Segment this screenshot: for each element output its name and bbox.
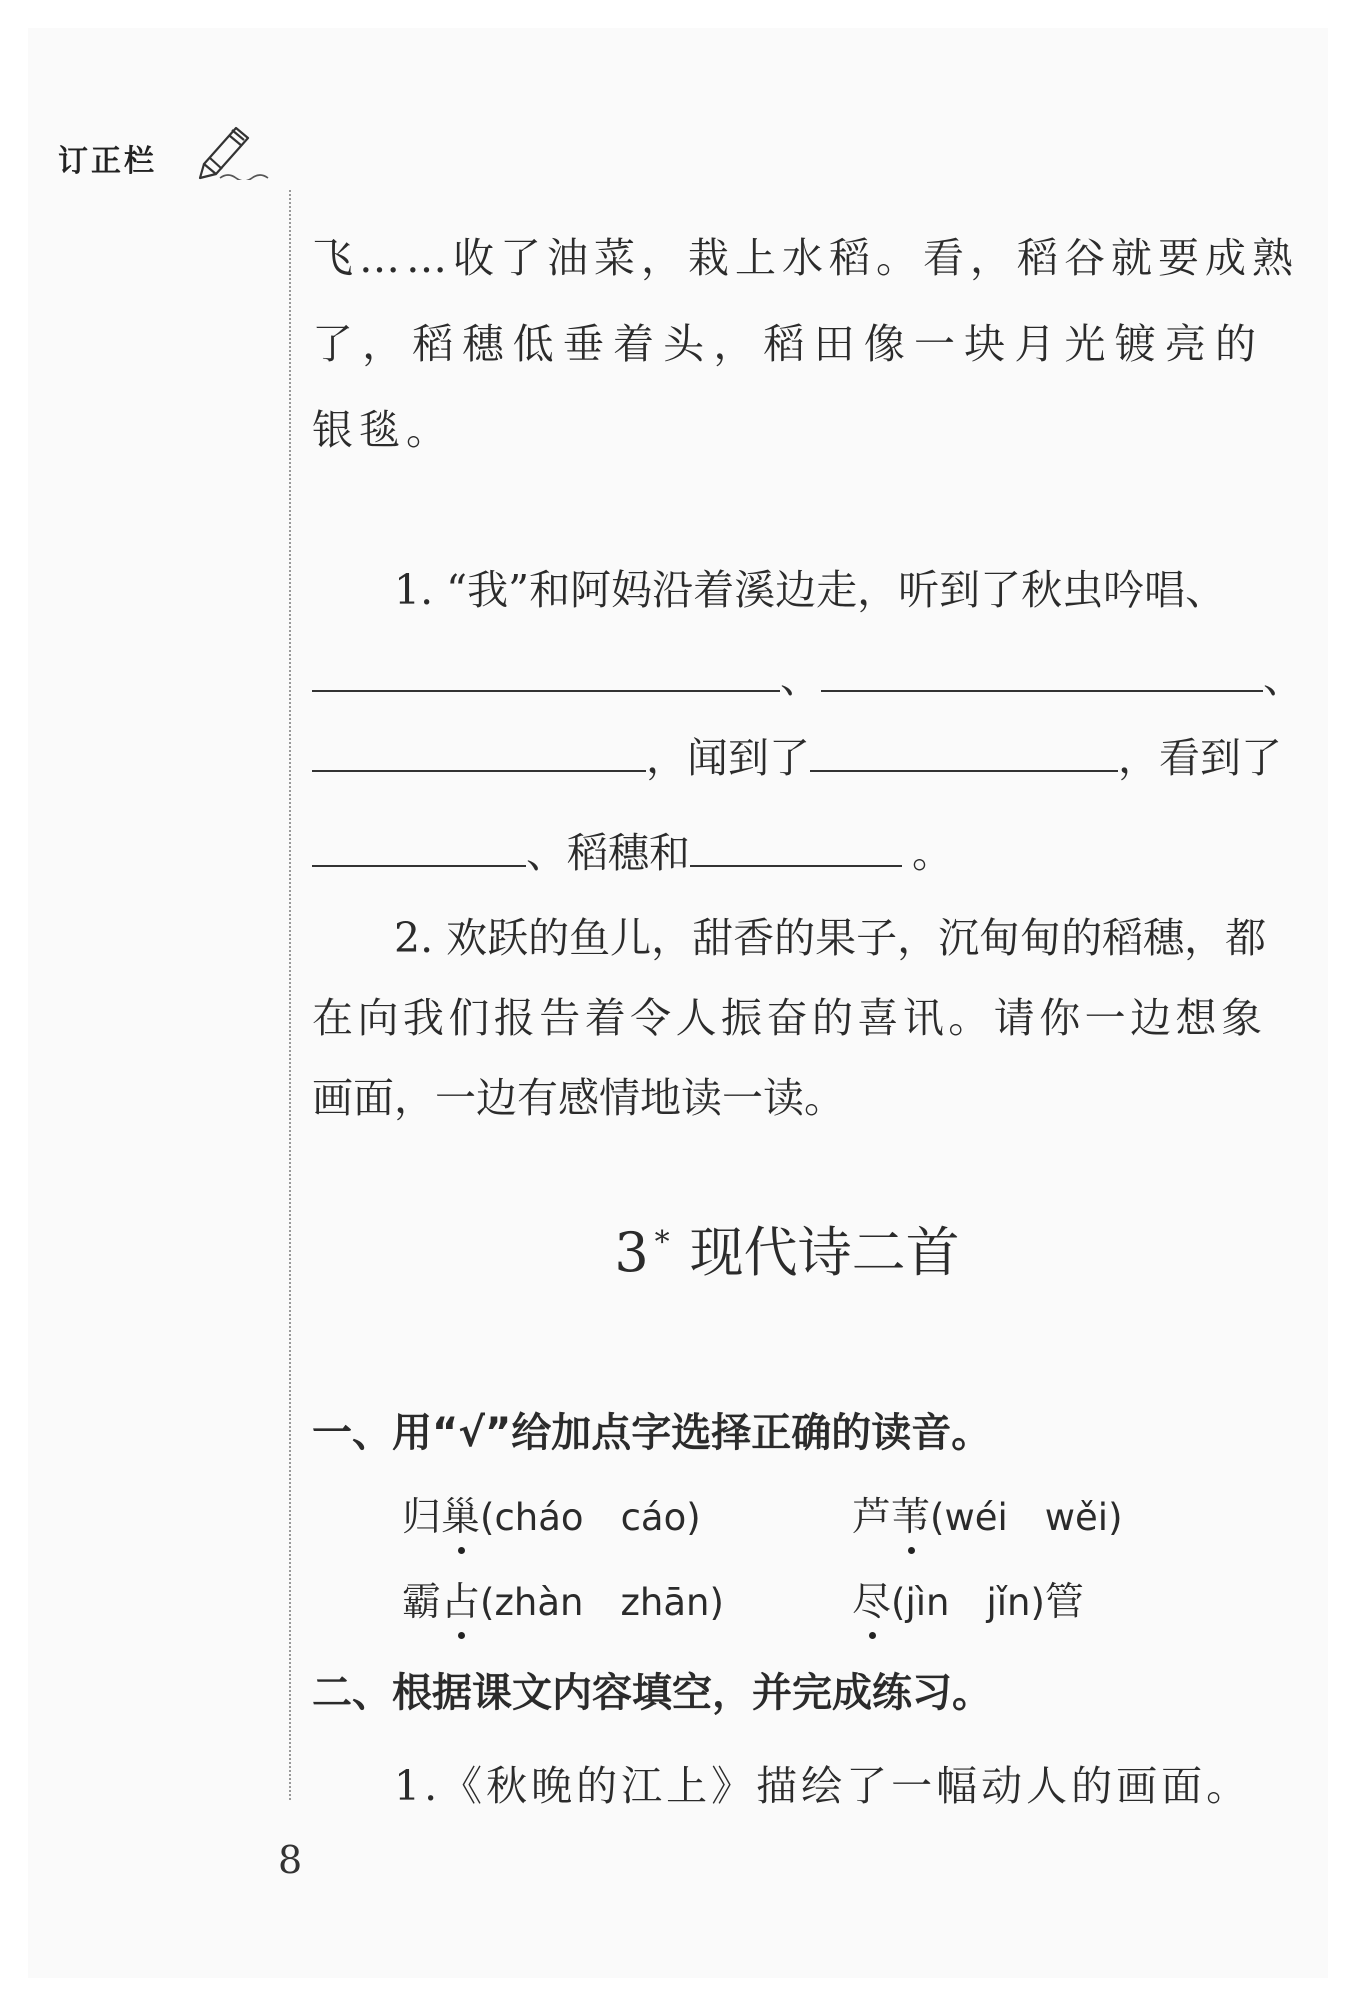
- margin-divider: [289, 190, 291, 1800]
- question-2-line-1: 2. 欢跃的鱼儿，甜香的果子，沉甸甸的稻穗，都: [394, 914, 1267, 962]
- correction-column-label: 订正栏: [58, 144, 157, 179]
- question-1-row-3: [312, 823, 1262, 883]
- pinyin-item-jin-guan: 尽(jìn jǐn)管: [852, 1573, 1084, 1633]
- lesson-name: 现代诗二首: [689, 1221, 960, 1284]
- separator: 、: [780, 654, 821, 702]
- passage-line-3: 银毯。: [312, 406, 453, 454]
- answer-blank-3[interactable]: [312, 732, 646, 772]
- pencil-icon: [192, 120, 282, 180]
- section-2-question-1: 1.《秋晚的江上》描绘了一幅动人的画面。: [394, 1762, 1252, 1810]
- pinyin-item-ba-zhan: 霸占(zhàn zhān): [402, 1573, 724, 1633]
- pinyin-options[interactable]: (jìn jǐn): [891, 1581, 1045, 1624]
- question-1-row-1: [312, 648, 1304, 708]
- answer-blank-5[interactable]: [312, 827, 526, 867]
- and-label: 、稻穗和: [526, 829, 690, 877]
- question-2-line-2: 在向我们报告着令人振奋的喜讯。请你一边想象: [312, 994, 1262, 1042]
- period: 。: [912, 829, 953, 877]
- heard-label: ，闻到了: [646, 734, 810, 782]
- optional-lesson-mark: *: [654, 1225, 670, 1260]
- passage-line-1: 飞……收了油菜，栽上水稻。看，稻谷就要成熟: [312, 234, 1299, 282]
- pinyin-options[interactable]: (wéi wěi): [930, 1496, 1123, 1539]
- pinyin-options[interactable]: (cháo cáo): [480, 1496, 701, 1539]
- page-number: 8: [278, 1838, 303, 1882]
- separator: 、: [1263, 654, 1304, 702]
- question-1-row-2: [312, 728, 1282, 788]
- pinyin-item-gui-chao: 归巢(cháo cáo): [402, 1488, 701, 1548]
- answer-blank-6[interactable]: [690, 827, 902, 867]
- lesson-number: 3: [614, 1221, 649, 1284]
- passage-line-2: 了，稻穗低垂着头，稻田像一块月光镀亮的: [312, 320, 1262, 368]
- question-2-line-3: 画面，一边有感情地读一读。: [312, 1074, 845, 1122]
- saw-label: ，看到了: [1118, 734, 1282, 782]
- pinyin-item-lu-wei: 芦苇(wéi wěi): [852, 1488, 1123, 1548]
- answer-blank-4[interactable]: [810, 732, 1118, 772]
- answer-blank-1[interactable]: [312, 652, 780, 692]
- answer-blank-2[interactable]: [821, 652, 1263, 692]
- lesson-title: [312, 1208, 1262, 1288]
- section-2-heading: 二、根据课文内容填空，并完成练习。: [312, 1670, 992, 1716]
- section-1-heading: 一、用“√”给加点字选择正确的读音。: [312, 1410, 992, 1456]
- workbook-page: [28, 28, 1328, 1978]
- question-1-intro: 1. “我”和阿妈沿着溪边走，听到了秋虫吟唱、: [394, 566, 1227, 614]
- pinyin-options[interactable]: (zhàn zhān): [480, 1581, 724, 1624]
